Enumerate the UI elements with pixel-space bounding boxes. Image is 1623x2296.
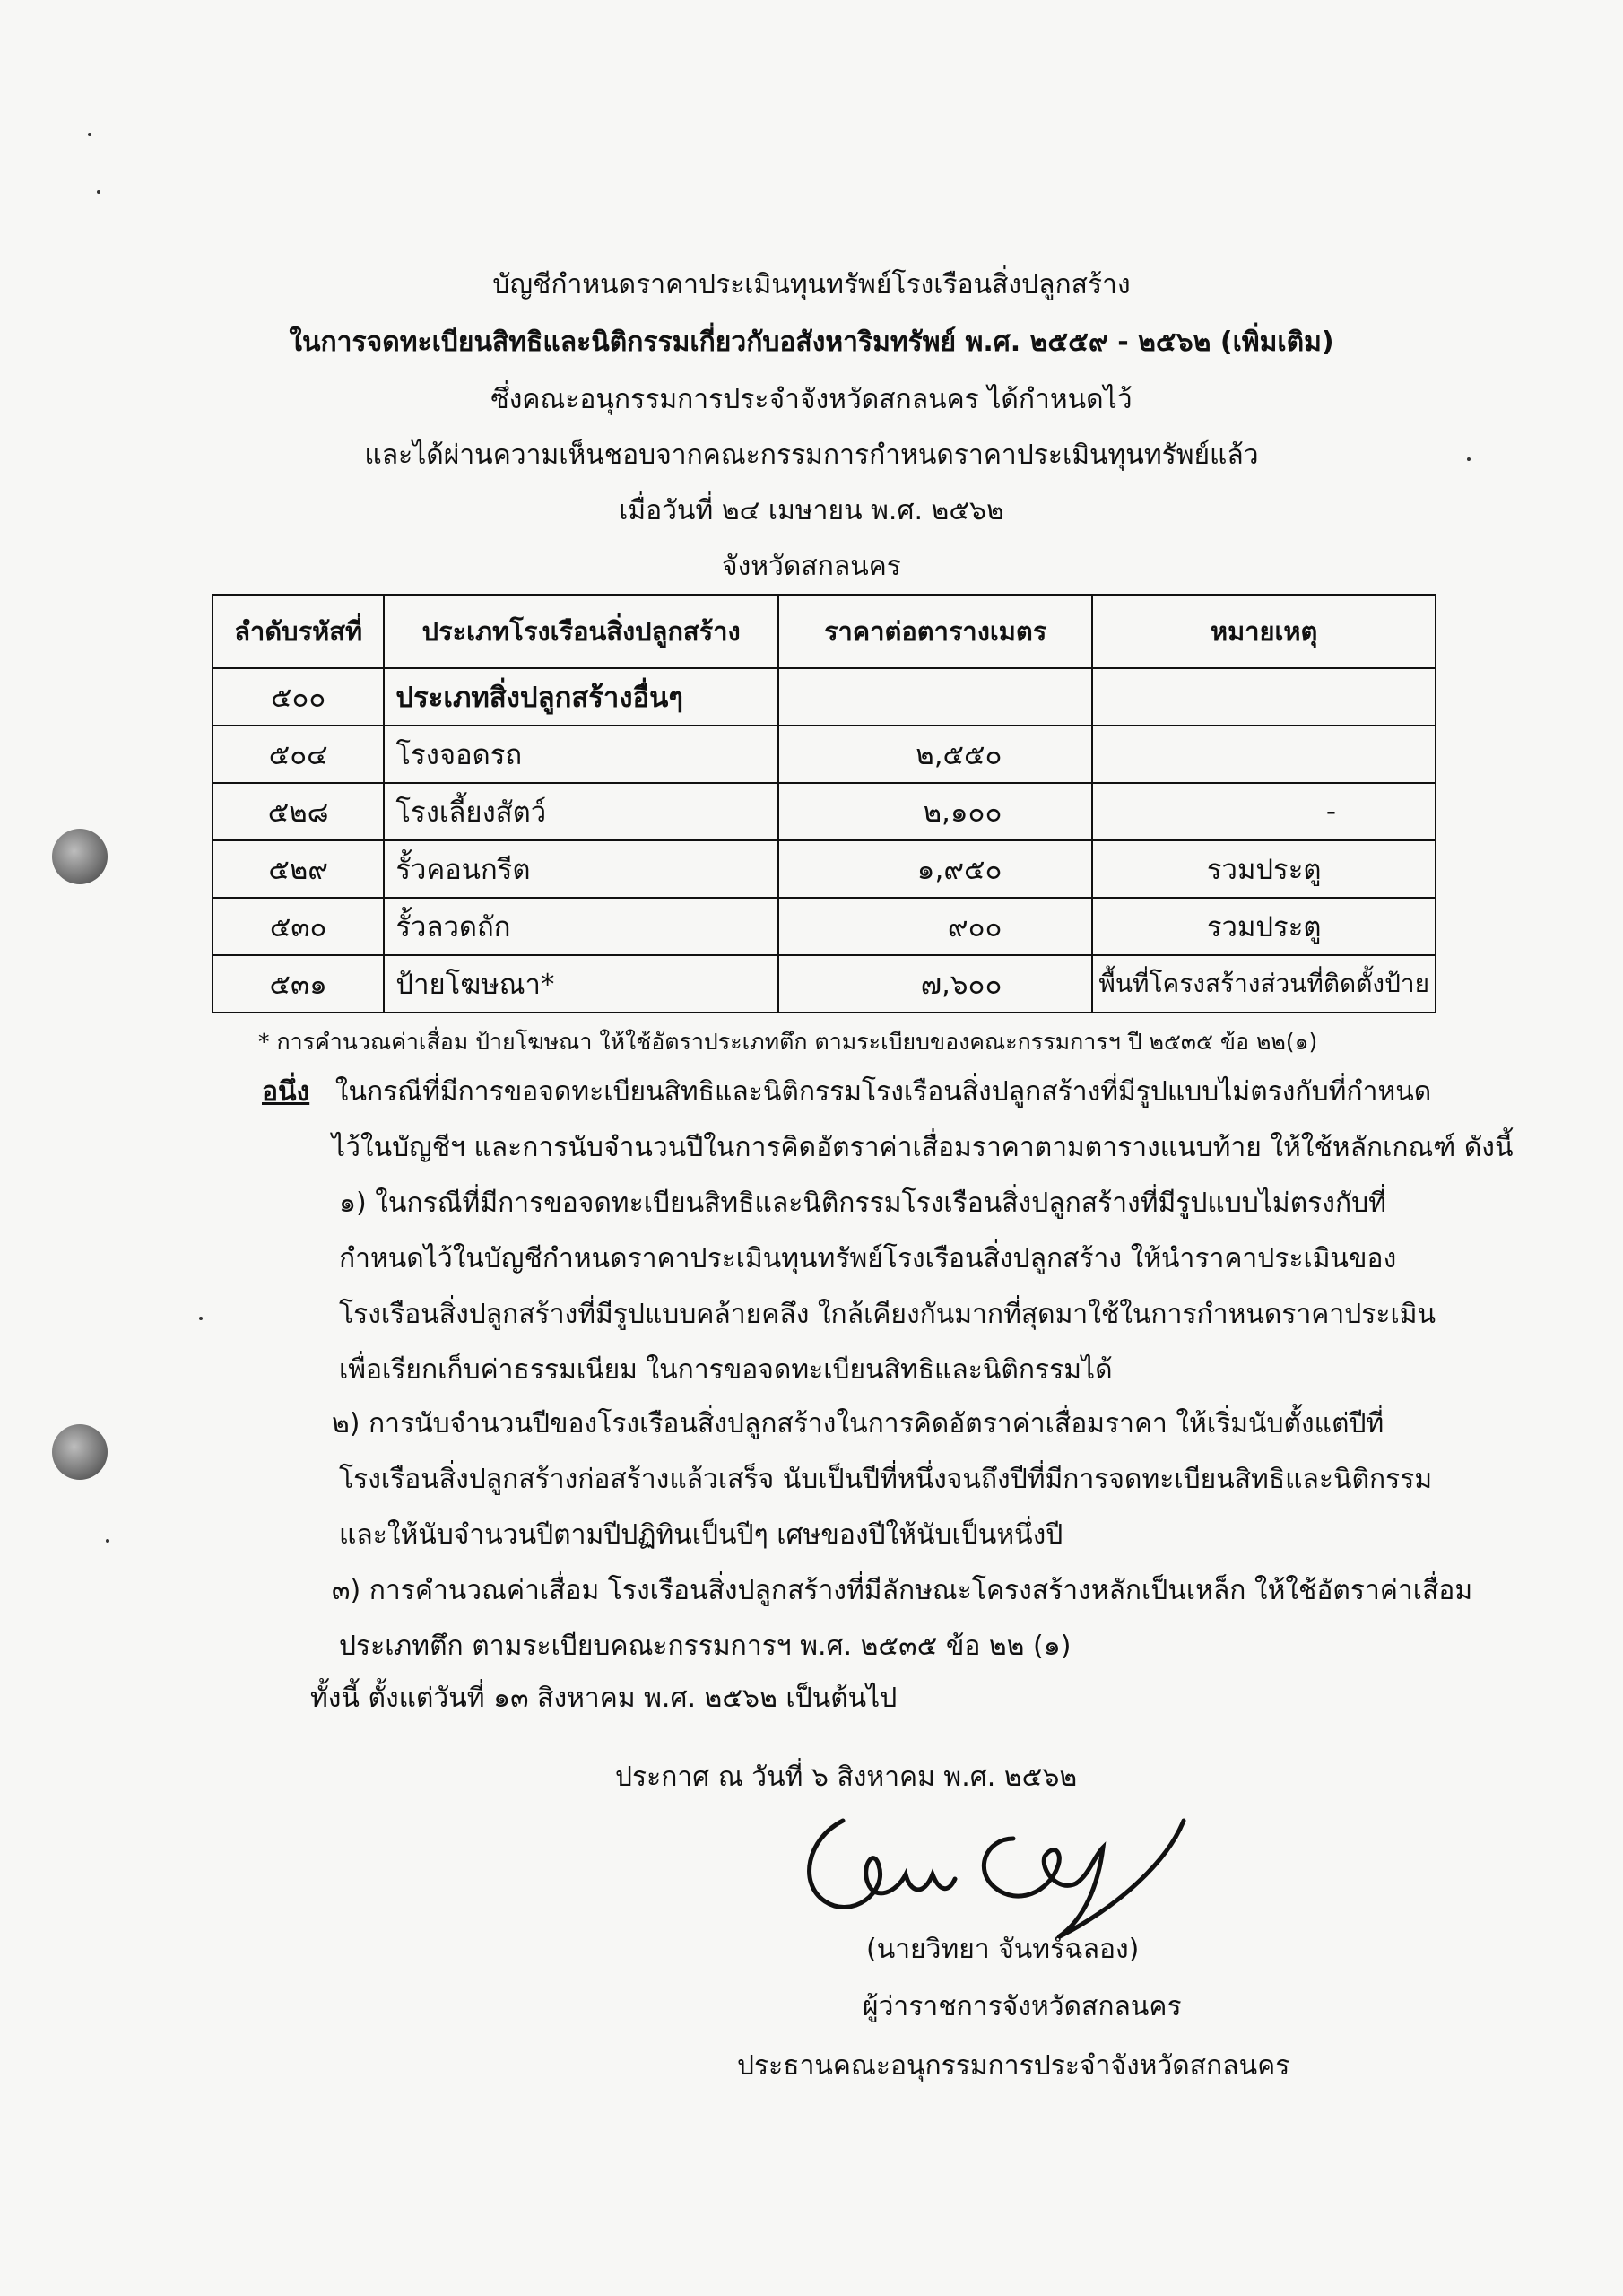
cell-code: ๕๒๘ — [213, 783, 384, 840]
title-line-6: จังหวัดสกลนคร — [722, 551, 901, 582]
scan-speck — [106, 1539, 109, 1543]
item-2-line: และให้นับจำนวนปีตามปีปฏิทินเป็นปีๆ เศษของปีให้นับเป็นหนึ่งปี — [339, 1519, 1063, 1551]
table-row — [213, 726, 1436, 783]
cell-code: ๕๓๑ — [213, 955, 384, 1013]
table-row — [213, 840, 1436, 898]
effective-date: ทั้งนี้ ตั้งแต่วันที่ ๑๓ สิงหาคม พ.ศ. ๒๕๖๒ เป็นต้นไป — [310, 1683, 898, 1714]
cell-type: โรงจอดรถ — [384, 726, 777, 783]
header-price: ราคาต่อตารางเมตร — [778, 595, 1093, 668]
cell-code: ๕๐๔ — [213, 726, 384, 783]
cell-note — [1092, 668, 1436, 726]
signatory-name: (นายวิทยา จันทร์ฉลอง) — [866, 1934, 1140, 1965]
punch-hole — [52, 1424, 108, 1480]
table-row — [213, 668, 1436, 726]
item-2-line: โรงเรือนสิ่งปลูกสร้างก่อสร้างแล้วเสร็จ นับเป็นปีที่หนึ่งจนถึงปีที่มีการจดทะเบียนสิทธิและนิติกรรม — [339, 1464, 1433, 1495]
cell-price: ๒,๕๕๐ — [778, 726, 1093, 783]
item-1-line: กำหนดไว้ในบัญชีกำหนดราคาประเมินทุนทรัพย์โรงเรือนสิ่งปลูกสร้าง ให้นำราคาประเมินของ — [339, 1243, 1397, 1274]
cell-code: ๕๒๙ — [213, 840, 384, 898]
item-1-line: โรงเรือนสิ่งปลูกสร้างที่มีรูปแบบคล้ายคลึง ใกล้เคียงกันมากที่สุดมาใช้ในการกำหนดราคาประเมิน — [339, 1299, 1436, 1330]
item-1-line: ๑) ในกรณีที่มีการขอจดทะเบียนสิทธิและนิติกรรมโรงเรือนสิ่งปลูกสร้างที่มีรูปแบบไม่ตรงกับที่ — [339, 1187, 1386, 1219]
item-3-line: ประเภทตึก ตามระเบียบคณะกรรมการฯ พ.ศ. ๒๕๓๕ ข้อ ๒๒ (๑) — [339, 1631, 1072, 1662]
cell-type: ประเภทสิ่งปลูกสร้างอื่นๆ — [384, 668, 777, 726]
announce-date: ประกาศ ณ วันที่ ๖ สิงหาคม พ.ศ. ๒๕๖๒ — [615, 1761, 1078, 1793]
table-row — [213, 898, 1436, 955]
body-line: ไว้ในบัญชีฯ และการนับจำนวนปีในการคิดอัตราค่าเสื่อมราคาตามตารางแนบท้าย ให้ใช้หลักเกณฑ์ ดังนี้ — [332, 1132, 1514, 1163]
cell-type: รั้วคอนกรีต — [384, 840, 777, 898]
cell-code: ๕๐๐ — [213, 668, 384, 726]
cell-price — [778, 668, 1093, 726]
cell-note: พื้นที่โครงสร้างส่วนที่ติดตั้งป้าย — [1092, 955, 1436, 1013]
table-footnote: * การคำนวณค่าเสื่อม ป้ายโฆษณา ให้ใช้อัตราประเภทตึก ตามระเบียบของคณะกรรมการฯ ปี ๒๕๓๕ ข้อ ๒๒(๑) — [258, 1029, 1318, 1055]
cell-note: รวมประตู — [1092, 898, 1436, 955]
cell-note: - — [1092, 783, 1436, 840]
item-1-line: เพื่อเรียกเก็บค่าธรรมเนียม ในการขอจดทะเบียนสิทธิและนิติกรรมได้ — [339, 1354, 1113, 1386]
cell-type: ป้ายโฆษณา* — [384, 955, 777, 1013]
scan-speck — [199, 1317, 203, 1320]
header-type: ประเภทโรงเรือนสิ่งปลูกสร้าง — [384, 595, 777, 668]
title-line-1: บัญชีกำหนดราคาประเมินทุนทรัพย์โรงเรือนสิ่งปลูกสร้าง — [492, 269, 1131, 300]
table-row — [213, 955, 1436, 1013]
scan-speck — [88, 133, 91, 136]
cell-type: โรงเลี้ยงสัตว์ — [384, 783, 777, 840]
price-table — [212, 594, 1436, 1013]
body-line: ในกรณีที่มีการขอจดทะเบียนสิทธิและนิติกรรมโรงเรือนสิ่งปลูกสร้างที่มีรูปแบบไม่ตรงกับที่กำหนด — [334, 1076, 1432, 1108]
cell-note: รวมประตู — [1092, 840, 1436, 898]
punch-hole — [52, 829, 108, 884]
item-2-line: ๒) การนับจำนวนปีของโรงเรือนสิ่งปลูกสร้างในการคิดอัตราค่าเสื่อมราคา ให้เริ่มนับตั้งแต่ปีที่ — [332, 1408, 1384, 1439]
cell-code: ๕๓๐ — [213, 898, 384, 955]
cell-price: ๒,๑๐๐ — [778, 783, 1093, 840]
signatory-position-2: ประธานคณะอนุกรรมการประจำจังหวัดสกลนคร — [737, 2050, 1290, 2082]
body-paragraph-1 — [262, 1074, 1431, 1110]
cell-price: ๑,๙๕๐ — [778, 840, 1093, 898]
lead-word: อนึ่ง — [262, 1076, 310, 1108]
cell-price: ๗,๖๐๐ — [778, 955, 1093, 1013]
title-line-3: ซึ่งคณะอนุกรรมการประจำจังหวัดสกลนคร ได้กำหนดไว้ — [490, 384, 1133, 415]
header-note: หมายเหตุ — [1092, 595, 1436, 668]
table-row — [213, 783, 1436, 840]
title-line-4: และได้ผ่านความเห็นชอบจากคณะกรรมการกำหนดราคาประเมินทุนทรัพย์แล้ว — [364, 439, 1259, 471]
cell-price: ๙๐๐ — [778, 898, 1093, 955]
cell-note — [1092, 726, 1436, 783]
signatory-position: ผู้ว่าราชการจังหวัดสกลนคร — [863, 1991, 1182, 2022]
title-line-2: ในการจดทะเบียนสิทธิและนิติกรรมเกี่ยวกับอสังหาริมทรัพย์ พ.ศ. ๒๕๕๙ - ๒๕๖๒ (เพิ่มเติม) — [289, 326, 1334, 358]
title-line-5: เมื่อวันที่ ๒๔ เมษายน พ.ศ. ๒๕๖๒ — [619, 495, 1004, 526]
header-code: ลำดับรหัสที่ — [213, 595, 384, 668]
scan-speck — [97, 190, 100, 194]
item-3-line: ๓) การคำนวณค่าเสื่อม โรงเรือนสิ่งปลูกสร้างที่มีลักษณะโครงสร้างหลักเป็นเหล็ก ให้ใช้อัตราค่าเสื่อม — [332, 1575, 1473, 1606]
table-header-row — [213, 595, 1436, 668]
cell-type: รั้วลวดถัก — [384, 898, 777, 955]
